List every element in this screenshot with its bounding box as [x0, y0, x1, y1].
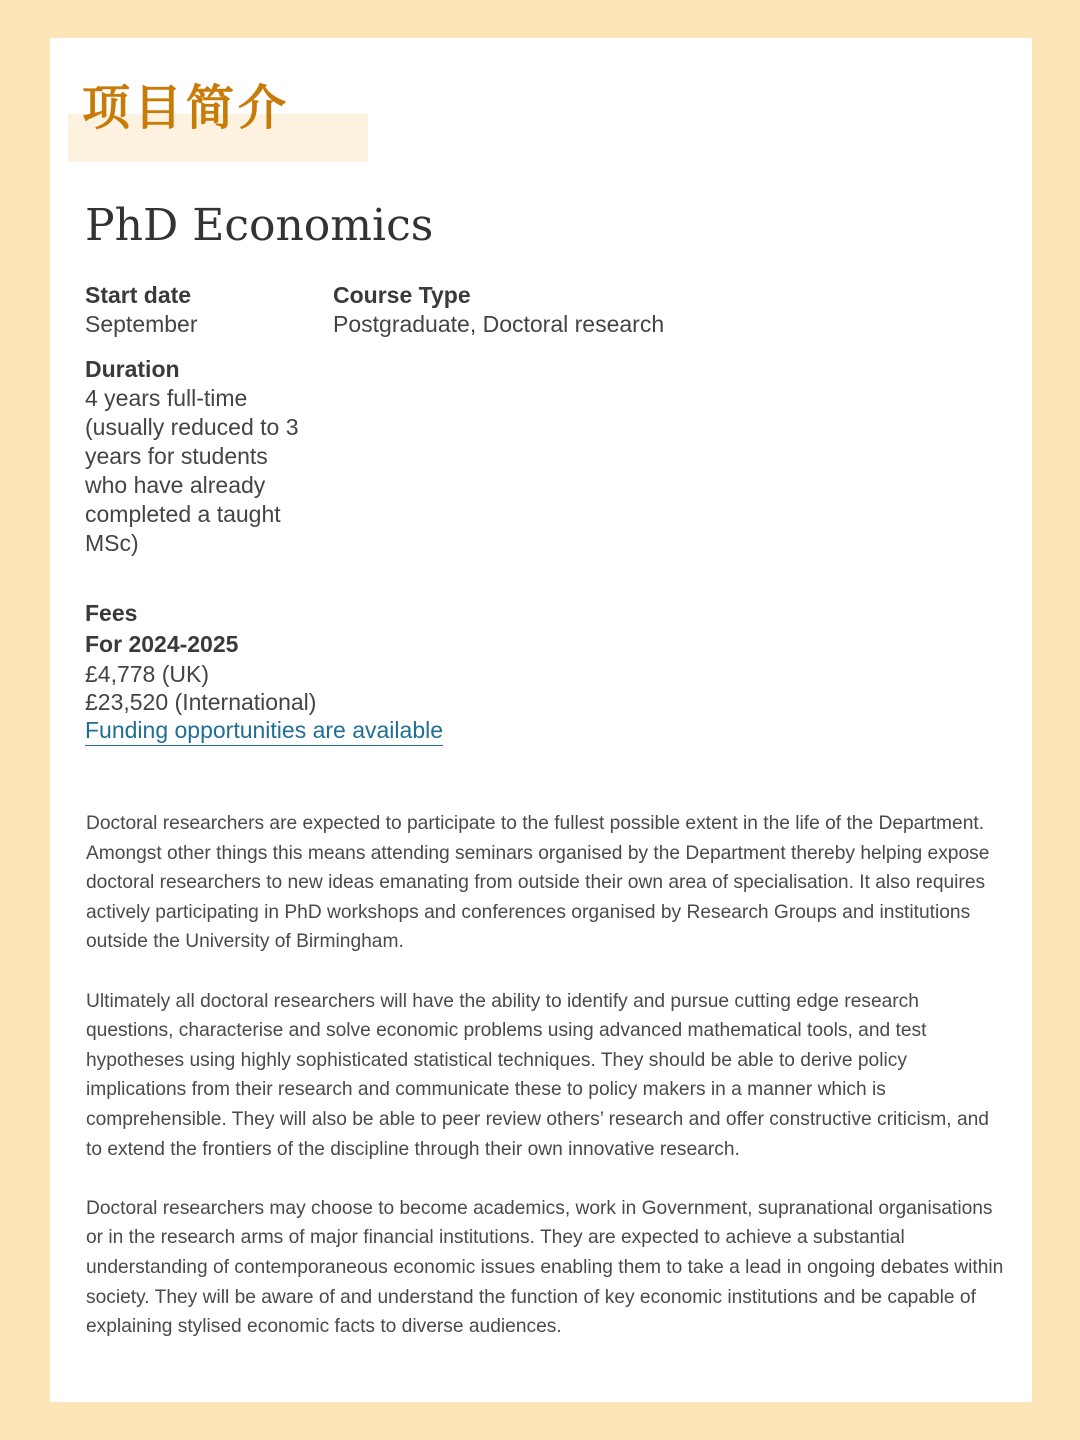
duration-block	[85, 354, 300, 558]
fee-international: £23,520 (International)	[85, 689, 317, 715]
course-title: PhD Economics	[85, 200, 434, 251]
description-paragraph: Doctoral researchers are expected to participate to the fullest possible extent in the life of the Department. Amongst other things this means attending seminars organised by the Department thereby helping expose doctoral researchers to new ideas emanating from outside their own area of specialisation. It also requires actively participating in PhD workshops and conferences organised by Research Groups and institutions outside the University of Birmingham.	[86, 813, 990, 953]
start-date-block	[85, 280, 198, 339]
content-card	[50, 38, 1032, 1402]
duration-label: Duration	[85, 356, 180, 382]
course-description	[86, 809, 1006, 1371]
fee-uk: £4,778 (UK)	[85, 661, 210, 687]
fees-block	[85, 598, 443, 746]
course-type-value: Postgraduate, Doctoral research	[333, 311, 665, 337]
course-type-block	[333, 280, 664, 339]
duration-value: 4 years full-time (usually reduced to 3 years for students who have already completed a taught MSc)	[85, 385, 299, 556]
start-date-label: Start date	[85, 282, 192, 308]
fees-label: Fees	[85, 600, 138, 626]
fees-period: For 2024-2025	[85, 631, 239, 657]
funding-opportunities-link[interactable]: Funding opportunities are available	[85, 716, 443, 746]
description-paragraph: Ultimately all doctoral researchers will have the ability to identify and pursue cutting edge research questions, characterise and solve economic problems using advanced mathematical tools, and test hypotheses using highly sophisticated statistical techniques. They should be able to derive policy implications from their research and communicate these to policy makers in a manner which is comprehensible. They will also be able to peer review others’ research and offer constructive criticism, and to extend the frontiers of the discipline through their own innovative research.	[86, 990, 989, 1160]
header-title: 项目简介	[82, 80, 291, 136]
course-type-label: Course Type	[333, 282, 471, 308]
start-date-value: September	[85, 311, 198, 337]
description-paragraph: Doctoral researchers may choose to become academics, work in Government, supranational organisations or in the research arms of major financial institutions. They are expected to achieve a substantial understanding of contemporaneous economic issues enabling them to take a lead in ongoing debates within society. They will be aware of and understand the function of key economic institutions and be capable of explaining stylised economic facts to diverse audiences.	[86, 1197, 1004, 1338]
